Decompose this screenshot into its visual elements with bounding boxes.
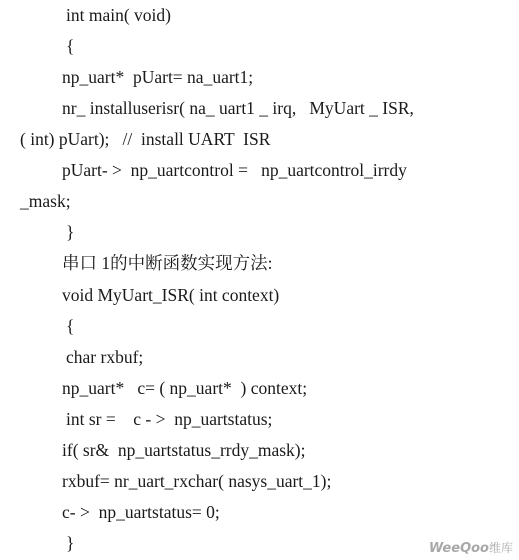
code-line: { — [66, 36, 75, 56]
section-heading: 串口 1的中断函数实现方法: — [62, 253, 273, 273]
code-line: int main( void) — [66, 5, 171, 25]
code-line: } — [66, 222, 75, 242]
code-line: ( int) pUart); // install UART ISR — [20, 129, 271, 149]
code-line: char rxbuf; — [66, 347, 144, 367]
code-line: c- > np_uartstatus= 0; — [62, 502, 220, 522]
code-line: } — [66, 533, 75, 553]
code-line: _mask; — [20, 191, 71, 211]
code-line: np_uart* pUart= na_uart1; — [62, 67, 254, 87]
code-line: int sr = c - > np_uartstatus; — [66, 409, 273, 429]
code-line: void MyUart_ISR( int context) — [62, 285, 280, 305]
watermark-brand: WeeQoo — [428, 541, 489, 556]
code-line: { — [66, 316, 75, 336]
code-line: pUart- > np_uartcontrol = np_uartcontrol_irrdy — [62, 160, 407, 180]
code-line: rxbuf= nr_uart_rxchar( nasys_uart_1); — [62, 471, 332, 491]
code-line: np_uart* c= ( np_uart* ) context; — [62, 378, 308, 398]
code-line: if( sr& np_uartstatus_rrdy_mask); — [62, 440, 306, 460]
code-line: nr_ installuserisr( na_ uart1 _ irq, MyUart _ ISR, — [62, 98, 414, 118]
watermark-logo — [429, 539, 513, 556]
watermark-suffix: 维库 — [488, 541, 513, 555]
